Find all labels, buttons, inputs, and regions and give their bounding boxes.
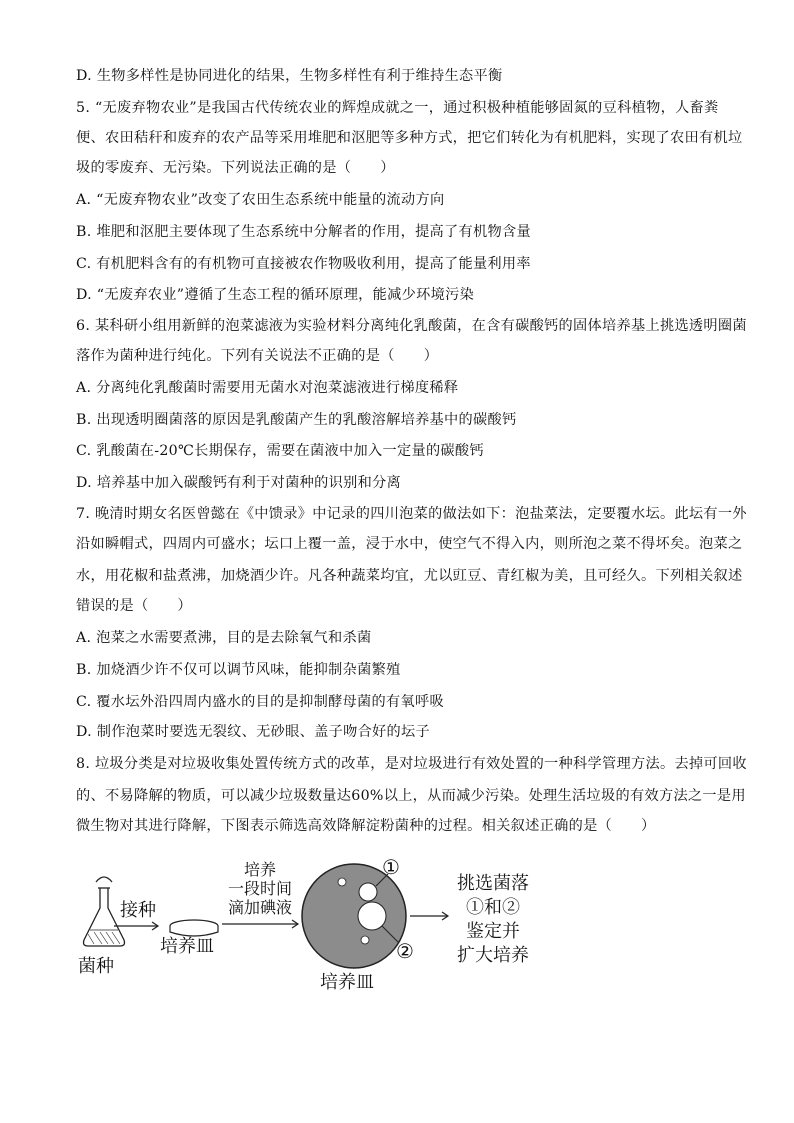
- arrow-icon: [222, 920, 298, 928]
- text-line: D. 培养基中加入碳酸钙有利于对菌种的识别和分离: [76, 475, 402, 491]
- text-line: D. “无废弃农业”遵循了生态工程的循环原理，能减少环境污染: [76, 287, 475, 303]
- dish-label: 培养皿: [160, 936, 214, 957]
- culture-plate-icon: [302, 864, 406, 968]
- colony-marker-1: ①: [382, 855, 400, 879]
- culture-step-1: 培养: [243, 860, 276, 879]
- culture-step-2: 一段时间: [227, 879, 292, 898]
- arrow-icon: [410, 912, 448, 920]
- text-line: 7. 晚清时期女名医曾懿在《中馈录》中记录的四川泡菜的做法如下：泡盐菜法，定要覆水坛。此坛有一外: [76, 506, 747, 522]
- plate-label: 培养皿: [320, 972, 374, 993]
- screening-diagram: [70, 852, 590, 1002]
- text-line: A. 分离纯化乳酸菌时需要用无菌水对泡菜滤液进行梯度稀释: [76, 380, 459, 396]
- result-label: [448, 872, 538, 968]
- text-line: 错误的是（ ）: [76, 598, 192, 614]
- result-line-1: 挑选菌落: [457, 873, 529, 894]
- text-line: 便、农田秸秆和废弃的农产品等采用堆肥和沤肥等多种方式，把它们转化为有机肥料，实现了农田有机垃: [76, 130, 743, 146]
- text-line: 微生物对其进行降解，下图表示筛选高效降解淀粉菌种的过程。相关叙述正确的是（ ）: [76, 818, 656, 834]
- culture-steps-label: [220, 860, 300, 917]
- text-line: 的、不易降解的物质，可以减少垃圾数量达60%以上，从而减少污染。处理生活垃圾的有效方法之一是用: [76, 788, 746, 804]
- text-line: A. “无废弃物农业”改变了农田生态系统中能量的流动方向: [76, 192, 445, 208]
- flask-label: 菌种: [78, 956, 114, 977]
- text-line: C. 有机肥料含有的有机物可直接被农作物吸收利用，提高了能量利用率: [76, 256, 531, 272]
- text-line: C. 覆水坛外沿四周内盛水的目的是抑制酵母菌的有氧呼吸: [76, 694, 444, 710]
- flask-icon: [84, 877, 125, 946]
- text-line: 水，用花椒和盐煮沸，加烧酒少许。凡各种蔬菜均宜，尤以豇豆、青红椒为美，且可经久。下列相关叙述: [76, 568, 743, 584]
- text-line: D. 生物多样性是协同进化的结果，生物多样性有利于维持生态平衡: [76, 68, 503, 84]
- arrow-icon: [114, 922, 158, 930]
- culture-step-3: 滴加碘液: [227, 898, 292, 917]
- text-line: B. 堆肥和沤肥主要体现了生态系统中分解者的作用，提高了有机物含量: [76, 224, 531, 240]
- text-line: 6. 某科研小组用新鲜的泡菜滤液为实验材料分离纯化乳酸菌，在含有碳酸钙的固体培养基上挑选透明圈菌: [76, 318, 747, 334]
- result-line-2: ①和②: [466, 897, 520, 918]
- text-line: B. 出现透明圈菌落的原因是乳酸菌产生的乳酸溶解培养基中的碳酸钙: [76, 412, 517, 428]
- text-line: B. 加烧酒少许不仅可以调节风味，能抑制杂菌繁殖: [76, 662, 401, 678]
- inoculate-label: 接种: [120, 900, 156, 921]
- text-line: 沿如瞬帽式，四周内可盛水；坛口上覆一盖，浸于水中，使空气不得入内，则所泡之菜不得坏矣。泡菜之: [76, 536, 743, 552]
- text-line: 圾的零废弃、无污染。下列说法正确的是（ ）: [76, 160, 395, 176]
- text-line: 8. 垃圾分类是对垃圾收集处置传统方式的改革，是对垃圾进行有效处置的一种科学管理方法。去掉可回收: [76, 756, 747, 772]
- text-line: 落作为菌种进行纯化。下列有关说法不正确的是（ ）: [76, 348, 439, 364]
- result-line-3: 鉴定并: [466, 921, 520, 942]
- text-line: 5. “无废弃物农业”是我国古代传统农业的辉煌成就之一，通过积极种植能够固氮的豆科植物，人畜粪: [76, 100, 719, 116]
- text-line: D. 制作泡菜时要选无裂纹、无砂眼、盖子吻合好的坛子: [76, 724, 431, 740]
- result-line-4: 扩大培养: [457, 945, 529, 966]
- colony-marker-2: ②: [396, 939, 414, 963]
- text-line: A. 泡菜之水需要煮沸，目的是去除氧气和杀菌: [76, 630, 372, 646]
- text-line: C. 乳酸菌在-20℃长期保存，需要在菌液中加入一定量的碳酸钙: [76, 443, 484, 459]
- petri-dish-icon: [170, 920, 218, 936]
